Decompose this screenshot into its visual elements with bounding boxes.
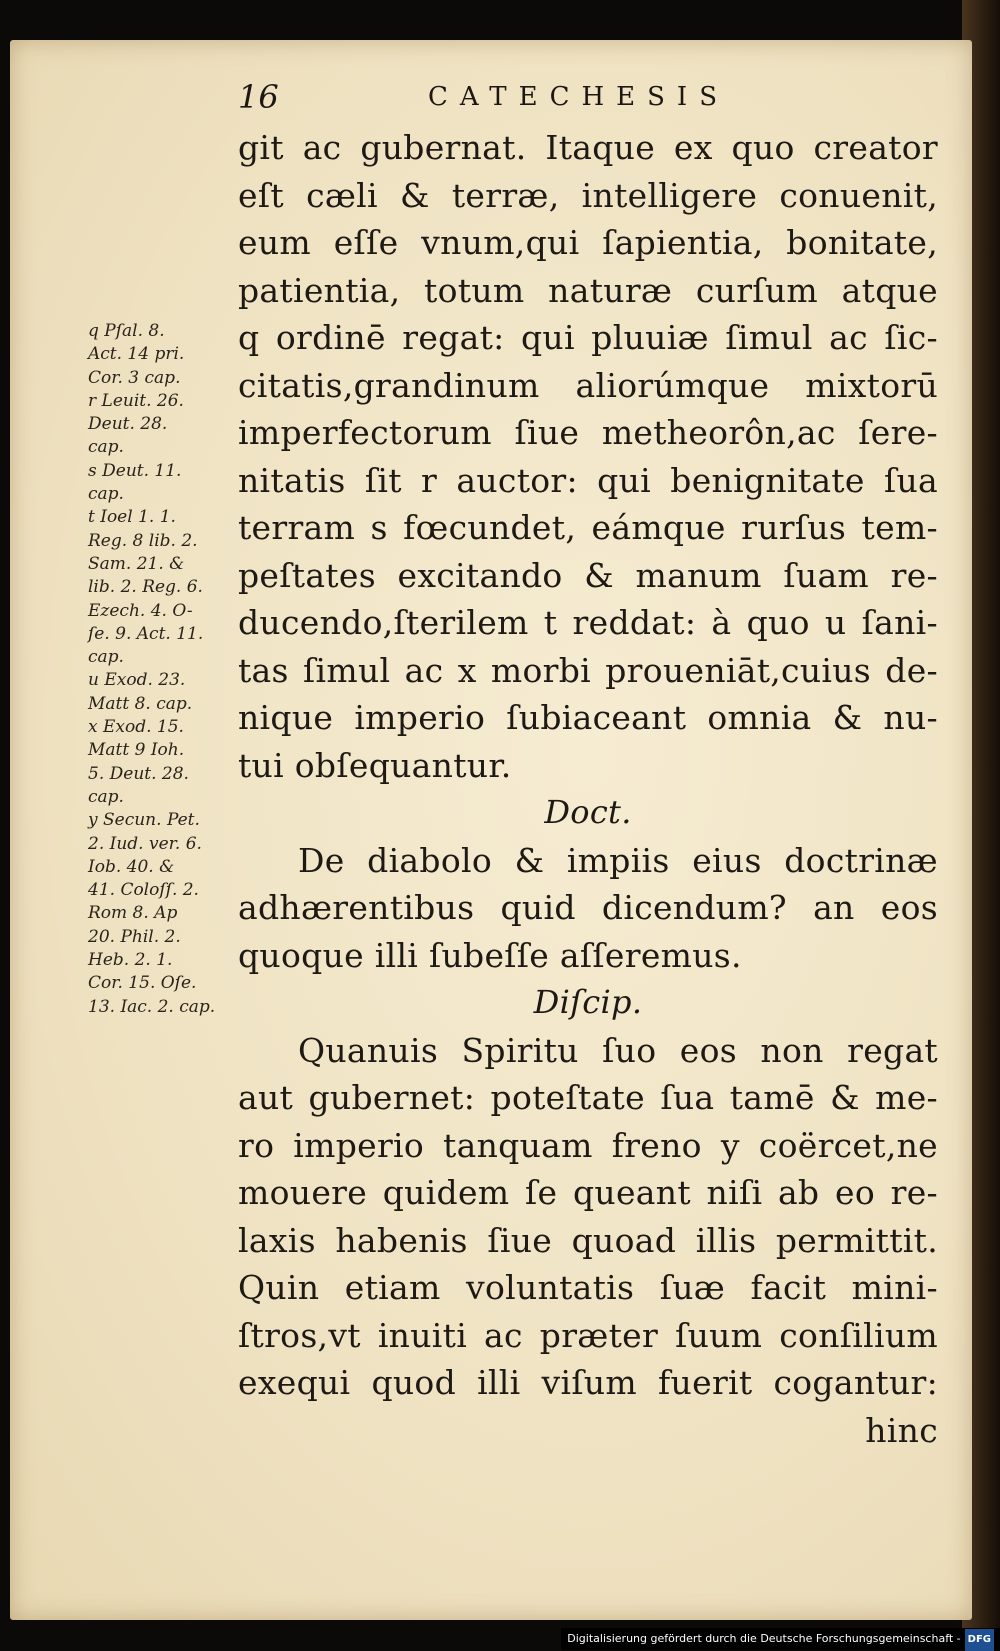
margin-note: cap. xyxy=(88,484,124,505)
text-line: eum eſſe vnum,qui ſapientia, bonitate, xyxy=(238,223,938,262)
margin-note: Heb. 2. 1. xyxy=(88,950,173,971)
margin-note: Reg. 8 lib. 2. xyxy=(88,530,198,551)
margin-note: 41. Coloſſ. 2. xyxy=(88,880,199,901)
catchword: hinc xyxy=(865,1410,938,1450)
text-line: peſtates excitando & manum ſuam re- xyxy=(238,555,938,595)
margin-note: u Exod. 23. xyxy=(88,670,186,691)
margin-note: r Leuit. 26. xyxy=(88,390,184,411)
main-text-column xyxy=(238,124,938,1454)
margin-note: 2. Iud. ver. 6. xyxy=(88,833,202,854)
margin-note: Cor. 15. Oſe. xyxy=(88,973,197,994)
text-line: Quin etiam voluntatis ſuæ facit mini- xyxy=(238,1268,938,1307)
text-line: ro imperio tanquam freno y coërcet,ne xyxy=(238,1125,938,1165)
text-line: nique imperio ſubiaceant omnia & nu- xyxy=(238,698,938,737)
dfg-logo: DFG xyxy=(965,1629,994,1651)
credit-text: Digitalisierung gefördert durch die Deutsche Forschungsgemeinschaft - xyxy=(567,1632,961,1645)
text-line: quoque illi ſubeſſe aſſeremus. xyxy=(238,935,742,975)
text-line: tui obſequantur. xyxy=(238,745,512,785)
text-line: tas ſimul ac x morbi proueniāt,cuius de- xyxy=(238,650,938,690)
text-line: mouere quidem ſe queant niſi ab eo re- xyxy=(238,1173,938,1212)
margin-note: lib. 2. Reg. 6. xyxy=(88,577,203,598)
text-line: ducendo,ſterilem t reddat: à quo u ſani- xyxy=(238,603,938,642)
digitization-credit xyxy=(561,1628,1000,1650)
margin-note: Ezech. 4. O- xyxy=(88,600,193,621)
margin-note: 5. Deut. 28. xyxy=(88,763,189,784)
margin-note: Rom 8. Ap xyxy=(88,903,178,924)
speaker-heading-discip: Diſcip. xyxy=(533,983,643,1021)
text-line: imperfectorum ſiue metheorôn,ac ſere- xyxy=(238,413,938,452)
margin-note: Cor. 3 cap. xyxy=(88,367,181,388)
text-line: git ac gubernat. Itaque ex quo creator xyxy=(238,128,938,167)
margin-note: q Pſal. 8. xyxy=(88,321,165,341)
text-line: ſtros,vt inuiti ac præter ſuum conſilium xyxy=(238,1315,938,1355)
margin-note: Matt 8. cap. xyxy=(88,693,193,714)
margin-note: Matt 9 Ioh. xyxy=(88,740,185,761)
text-line: Quanuis Spiritu ſuo eos non regat xyxy=(298,1030,938,1070)
text-line: terram s fœcundet, eámque rurſus tem- xyxy=(238,508,938,547)
margin-note: Sam. 21. & xyxy=(88,553,185,574)
text-line: De diabolo & impiis eius doctrinæ xyxy=(298,840,938,880)
margin-note: y Secun. Pet. xyxy=(88,810,200,831)
margin-note: cap. xyxy=(88,647,124,668)
text-line: nitatis ſit r auctor: qui benignitate ſua xyxy=(238,460,938,500)
margin-note: x Exod. 15. xyxy=(88,717,184,738)
text-line: laxis habenis ſiue quoad illis permittit. xyxy=(238,1220,938,1260)
text-line: eſt cæli & terræ, intelligere conuenit, xyxy=(238,175,938,215)
page-number: 16 xyxy=(238,78,279,116)
text-line: q ordinē regat: qui pluuiæ ſimul ac ſic- xyxy=(238,318,938,357)
margin-note: cap. xyxy=(88,786,124,807)
text-line: aut gubernet: poteſtate ſua tamē & me- xyxy=(238,1078,938,1117)
margin-note: ſe. 9. Act. 11. xyxy=(88,623,204,644)
margin-note: Iob. 40. & xyxy=(88,856,175,877)
margin-note: t Ioel 1. 1. xyxy=(88,507,176,528)
running-title: CATECHESIS xyxy=(428,82,730,112)
margin-note: 20. Phil. 2. xyxy=(88,926,181,947)
margin-note: 13. Iac. 2. cap. xyxy=(88,996,216,1017)
speaker-heading-doct: Doct. xyxy=(544,793,632,831)
page-header xyxy=(238,78,798,128)
margin-note: cap. xyxy=(88,437,124,458)
text-line: patientia, totum naturæ curſum atque xyxy=(238,270,938,310)
text-line: citatis,grandinum aliorúmque mixtorū xyxy=(238,365,938,405)
margin-note: Act. 14 pri. xyxy=(88,344,185,365)
marginal-references xyxy=(88,320,238,1019)
margin-note: s Deut. 11. xyxy=(88,460,182,481)
margin-note: Deut. 28. xyxy=(88,414,168,435)
text-line: exequi quod illi viſum fuerit cogantur: xyxy=(238,1363,938,1402)
text-line: adhærentibus quid dicendum? an eos xyxy=(238,888,938,927)
